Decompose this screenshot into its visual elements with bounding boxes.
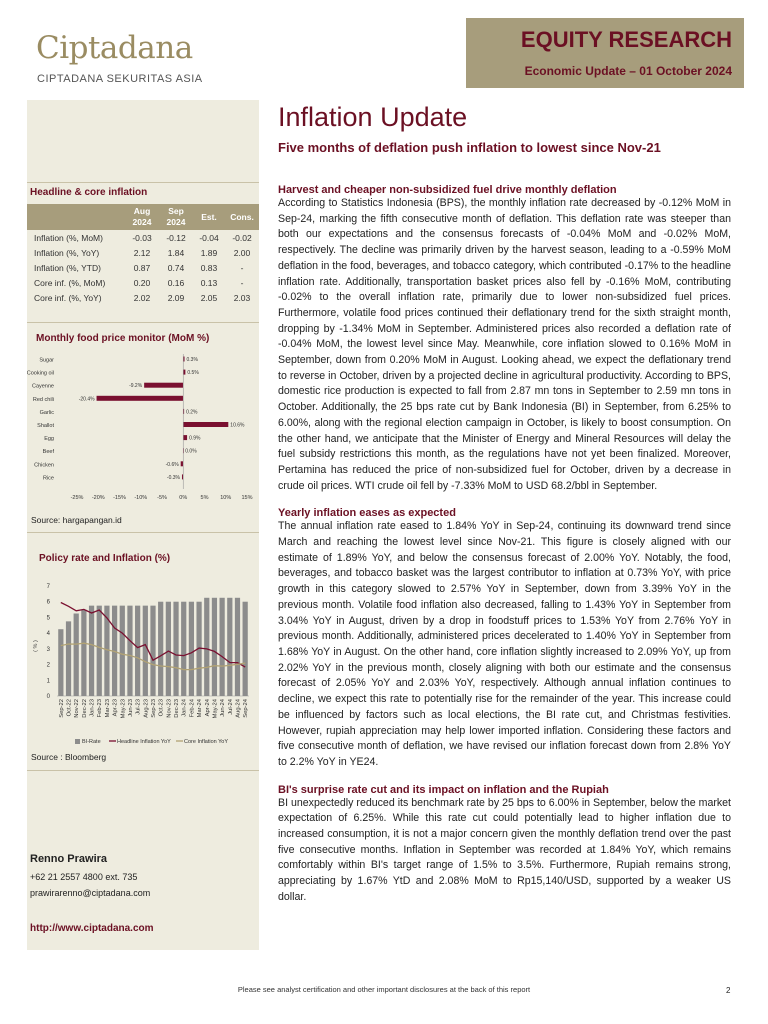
food-category-label: Chicken — [34, 462, 54, 469]
food-data-label: 0.0% — [185, 448, 197, 455]
table-header-cell: Aug 2024 — [125, 204, 159, 230]
bi-rate-bar — [89, 606, 94, 696]
table-row — [27, 245, 259, 260]
policy-x-tick-label: Mar-24 — [197, 699, 204, 718]
bi-rate-bar — [204, 598, 209, 696]
policy-x-tick-label: Mar-23 — [104, 699, 111, 718]
table-cell: 1.84 — [167, 247, 185, 258]
bi-rate-bar — [127, 606, 132, 696]
bi-rate-bar — [74, 614, 79, 697]
food-data-label: 0.5% — [187, 370, 199, 377]
table-row-label: Inflation (%, MoM) — [34, 232, 103, 243]
table-row — [27, 230, 259, 245]
table-row — [27, 290, 259, 305]
table-cell: 0.74 — [167, 262, 185, 273]
section-paragraph: According to Statistics Indonesia (BPS), the monthly inflation rate decreased by -0.12% MoM in Sep-24, marking the fifth consecutive month of deflation. This deflation rate was steeper than both our expectations and the consensus forecasts of -0.04% MoM and -0.02% MoM, respectively. The decline was primarily driven by the harvest season, leading to a -0.59% MoM deflation in the food, beverages, and tobacco category, which contributed -0.17% to the headline inflation rate. Additionally, transportation basket prices also fell by -0.16% MoM, contributing -0.02% to the overall inflation rate, primarily due to lower non-subsidized fuel prices. Furthermore, volatile food prices continued their deflationary trend for the sixth straight month, dropping by -1.34% MoM in September. Administered prices also recorded a deflation rate of -0.04% MoM, the lowest level since May. Meanwhile, core inflation slowed to 0.16% MoM in September, down from 0.20% MoM in August. Looking ahead, we expect the deflationary trend to reverse in October, driven by a projected decline in agricultural productivity. According to BPS, domestic rice production is expected to fall from 2.87 mn tons in September to 2.59 mn tons in October. Additionally, the 25 bps rate cut by Bank Indonesia (BI) in September, from 6.25% to 6.00%, along with the regional election campaign in October, is likely to boost consumption. On the other hand, we anticipate that the Minister of Energy and Mineral Resources will delay the fuel subsidy restrictions this month, as the regulations have not yet been finalized. Moreover, Pertamina has reduced the price of non-subsidized fuel for October, driven by a decrease in crude oil prices. WTI crude oil fell by -7.33% MoM to USD 68.2/bbl in September. — [278, 197, 731, 492]
food-data-label: -9.2% — [129, 383, 143, 390]
table-cell: 2.09 — [167, 292, 185, 303]
banner-title: EQUITY RESEARCH — [520, 27, 732, 52]
food-x-tick-label: 5% — [200, 495, 209, 501]
bi-rate-bar — [158, 602, 163, 696]
inflation-table — [27, 204, 259, 305]
policy-y-tick-label: 4 — [46, 631, 50, 638]
food-category-label: Red chili — [32, 396, 54, 403]
policy-x-tick-label: Nov-22 — [74, 699, 81, 718]
policy-x-tick-label: Jul-23 — [135, 699, 142, 715]
policy-y-tick-label: 7 — [46, 584, 50, 590]
bi-rate-bar — [166, 602, 171, 696]
bi-rate-bar — [143, 606, 148, 696]
table-cell: 0.13 — [200, 277, 218, 288]
food-category-label: Egg — [44, 436, 54, 443]
food-data-label: -0.6% — [165, 461, 179, 468]
table-cell: 2.00 — [233, 247, 251, 258]
table-header-cell: Est. — [193, 204, 225, 230]
table-cell: 0.16 — [167, 277, 185, 288]
section-heading: Yearly inflation eases as expected — [278, 507, 456, 520]
table-cell: - — [240, 277, 244, 288]
legend-bi-rate-swatch — [75, 739, 80, 744]
policy-x-tick-label: Dec-22 — [81, 699, 88, 718]
food-category-label: Shallot — [37, 423, 54, 429]
food-x-tick-label: -10% — [134, 495, 148, 501]
section-heading: BI's surprise rate cut and its impact on inflation and the Rupiah — [278, 783, 609, 796]
table-row-label: Core inf. (%, MoM) — [34, 277, 106, 288]
policy-x-tick-label: Nov-23 — [166, 699, 173, 718]
table-cell: -0.02 — [232, 232, 252, 243]
food-x-tick-label: 0% — [179, 495, 188, 501]
policy-x-tick-label: Apr-24 — [204, 699, 211, 717]
legend-headline-label: Headline Inflation YoY — [117, 739, 171, 745]
bi-rate-bar — [220, 598, 225, 696]
policy-x-tick-label: Jun-23 — [127, 699, 134, 717]
food-chart-source: Source: hargapangan.id — [31, 515, 122, 525]
food-data-label: -20.4% — [78, 396, 95, 403]
food-bar — [97, 396, 184, 401]
bi-rate-bar — [135, 606, 140, 696]
table-cell: -0.03 — [132, 232, 152, 243]
food-x-tick-label: 15% — [241, 495, 253, 501]
policy-y-axis-label: ( % ) — [33, 640, 39, 652]
policy-x-tick-label: Apr-23 — [112, 699, 119, 717]
food-category-label: Cayenne — [31, 383, 54, 390]
analyst-phone: +62 21 2557 4800 ext. 735 — [30, 872, 138, 882]
policy-x-tick-label: May-24 — [212, 699, 219, 719]
table-row — [27, 275, 259, 290]
page-number: 2 — [726, 986, 731, 995]
divider — [27, 182, 259, 183]
table-cell: 2.05 — [200, 292, 218, 303]
bi-rate-bar — [150, 606, 155, 696]
policy-x-tick-label: Feb-24 — [189, 699, 196, 718]
table-cell: 1.89 — [200, 247, 218, 258]
policy-x-tick-label: Feb-23 — [97, 699, 104, 718]
bi-rate-bar — [81, 610, 86, 696]
sidebar — [27, 100, 259, 950]
policy-x-tick-label: Oct-23 — [158, 699, 165, 717]
food-x-tick-label: -15% — [113, 495, 126, 501]
policy-x-tick-label: Jul-24 — [227, 699, 234, 715]
policy-x-tick-label: Jan-24 — [181, 699, 188, 717]
bi-rate-bar — [189, 602, 194, 696]
analyst-email[interactable]: prawirarenno@ciptadana.com — [30, 888, 151, 898]
policy-chart-title: Policy rate and Inflation (%) — [39, 553, 171, 564]
policy-y-tick-label: 6 — [46, 599, 50, 606]
table-header-cell — [27, 204, 125, 230]
table-cell: 2.02 — [133, 292, 151, 303]
bi-rate-bar — [181, 602, 186, 696]
food-data-label: 0.9% — [189, 435, 201, 442]
legend-bi-rate-label: BI-Rate — [82, 739, 101, 745]
table-cell: 0.83 — [200, 262, 218, 273]
bi-rate-bar — [66, 621, 71, 696]
bi-rate-bar — [212, 598, 217, 696]
food-data-label: 0.2% — [186, 409, 198, 416]
policy-chart-source: Source : Bloomberg — [31, 752, 107, 762]
policy-x-tick-label: Oct-22 — [66, 699, 73, 717]
divider — [27, 322, 259, 323]
food-x-tick-label: -20% — [91, 495, 105, 501]
policy-x-tick-label: Sep-22 — [58, 699, 65, 718]
food-bar — [181, 461, 184, 466]
legend-core-label: Core Inflation YoY — [184, 739, 229, 745]
table-cell: -0.04 — [199, 232, 219, 243]
section-paragraph: The annual inflation rate eased to 1.84% YoY in Sep-24, continuing its downward trend since March and reaching the lowest level since Nov-21. This figure is closely aligned with our estimate of 1.89% YoY, and below the consensus forecast of 2.00% YoY. Notably, the food, beverages, and tobacco basket was the largest contributor to inflation at 0.73% YoY, with price growth in this category slowed to 2.57% YoY in September, down from 3.39% YoY in the previous month. Volatile food inflation also decreased, falling to 1.43% YoY in September from 3.04% YoY in August, driven by a drop in foodstuff prices to 1.53% YoY from 2.76% YoY in previous month. Additionally, administered prices decelerated to 1.40% YoY in September from 1.68% YoY in August. On the other hand, core inflation slightly increased to 2.09% YoY, up from 2.02% YoY in the previous month, closely aligning with both our estimate and the consensus forecast of 2.05% YoY and 2.03% YoY, respectively. Although annual inflation continues to decline, we expect this rate to potentially rise for the remainder of the year. This increase could be influenced by factors such as local elections, the BI rate cut, and Christmas festivities. However, rupiah appreciation may help lower imported inflation. Considering these factors and five consecutive month of deflation, we have revised our inflation forecast down from 2.8% YoY to 2.2% YoY in YE24. — [278, 520, 731, 768]
divider — [27, 532, 259, 533]
food-category-label: Rice — [42, 475, 54, 482]
bi-rate-bar — [120, 606, 125, 696]
company-logo: Ciptadana — [36, 30, 193, 66]
section-heading: Harvest and cheaper non-subsidized fuel drive monthly deflation — [278, 184, 617, 196]
policy-y-tick-label: 0 — [46, 694, 50, 700]
policy-rate-chart — [27, 570, 259, 752]
bi-rate-bar — [97, 606, 102, 696]
table-cell: -0.12 — [166, 232, 186, 243]
policy-x-tick-label: Sep-23 — [151, 699, 157, 718]
table-row-label: Core inf. (%, YoY) — [34, 292, 102, 303]
bi-rate-bar — [173, 602, 178, 696]
table-row-label: Inflation (%, YoY) — [34, 247, 100, 258]
table-cell: - — [240, 262, 244, 273]
analyst-name: Renno Prawira — [30, 853, 108, 865]
website-link[interactable]: http://www.ciptadana.com — [30, 923, 154, 934]
footer-disclaimer: Please see analyst certification and other important disclosures at the back of this report — [237, 985, 531, 994]
food-category-label: Sugar — [39, 357, 54, 364]
section-paragraph: BI unexpectedly reduced its benchmark rate by 25 bps to 6.00% in September, below the market expectation of 6.25%. While this rate cut could potentially lead to higher inflation due to increased consumption, it is not a major concern given the monthly deflation trend over the past five consecutive months. Inflation in September was recorded at 1.84% YoY, which remains comfortably within BI's target range of 1.5% to 3.5%. Furthermore, Rupiah remains strong, appreciating by 1.67% YtD and 2.08% MoM to Rp15,140/USD, supported by a weaker US dollar. — [278, 796, 731, 903]
company-subtitle: CIPTADANA SEKURITAS ASIA — [37, 73, 203, 85]
table-row — [27, 260, 259, 275]
policy-y-tick-label: 3 — [46, 646, 50, 653]
report-subtitle: Five months of deflation push inflation to lowest since Nov-21 — [278, 140, 661, 155]
food-data-label: 0.3% — [186, 357, 198, 363]
policy-y-tick-label: 5 — [46, 615, 50, 622]
equity-research-banner — [466, 18, 744, 88]
food-bar — [183, 370, 185, 375]
food-x-tick-label: 10% — [220, 495, 232, 501]
table-cell: 0.20 — [133, 277, 151, 288]
table-cell: 2.12 — [133, 247, 151, 258]
bi-rate-bar — [58, 629, 63, 696]
food-bar — [183, 435, 187, 440]
food-chart-title: Monthly food price monitor (MoM %) — [36, 333, 210, 344]
article-body — [278, 184, 731, 906]
food-category-label: Garlic — [39, 409, 54, 416]
food-bar — [144, 383, 183, 388]
food-bar — [183, 422, 228, 427]
food-data-label: 10.6% — [230, 422, 245, 429]
table-title: Headline & core inflation — [30, 187, 148, 198]
banner-subtitle: Economic Update – 01 October 2024 — [524, 64, 732, 78]
divider — [27, 770, 259, 771]
bi-rate-bar — [235, 598, 240, 696]
policy-x-tick-label: Sep-24 — [243, 699, 250, 718]
table-row-label: Inflation (%, YTD) — [34, 262, 101, 273]
table-header-cell: Cons. — [225, 204, 259, 230]
policy-x-tick-label: May-23 — [120, 699, 127, 719]
food-x-tick-label: -5% — [157, 495, 167, 501]
table-cell: 2.03 — [233, 292, 251, 303]
food-x-tick-label: -25% — [70, 495, 84, 501]
bi-rate-bar — [243, 602, 248, 696]
policy-x-tick-label: Aug-24 — [235, 699, 242, 718]
food-category-label: Beef — [42, 449, 54, 456]
table-header-cell: Sep 2024 — [159, 204, 193, 230]
food-price-chart — [27, 348, 259, 513]
report-title: Inflation Update — [278, 102, 468, 132]
food-data-label: -0.3% — [166, 474, 180, 481]
table-cell: 0.87 — [133, 262, 151, 273]
food-category-label: Cooking oil — [27, 370, 54, 377]
policy-x-tick-label: Jan-23 — [89, 699, 96, 717]
table-header-row — [27, 204, 259, 230]
policy-x-tick-label: Aug-23 — [143, 699, 150, 718]
policy-x-tick-label: Dec-23 — [174, 699, 181, 718]
policy-y-tick-label: 1 — [46, 678, 50, 685]
policy-x-tick-label: Jun-24 — [220, 699, 227, 717]
bi-rate-bar — [227, 598, 232, 696]
policy-y-tick-label: 2 — [46, 662, 50, 669]
